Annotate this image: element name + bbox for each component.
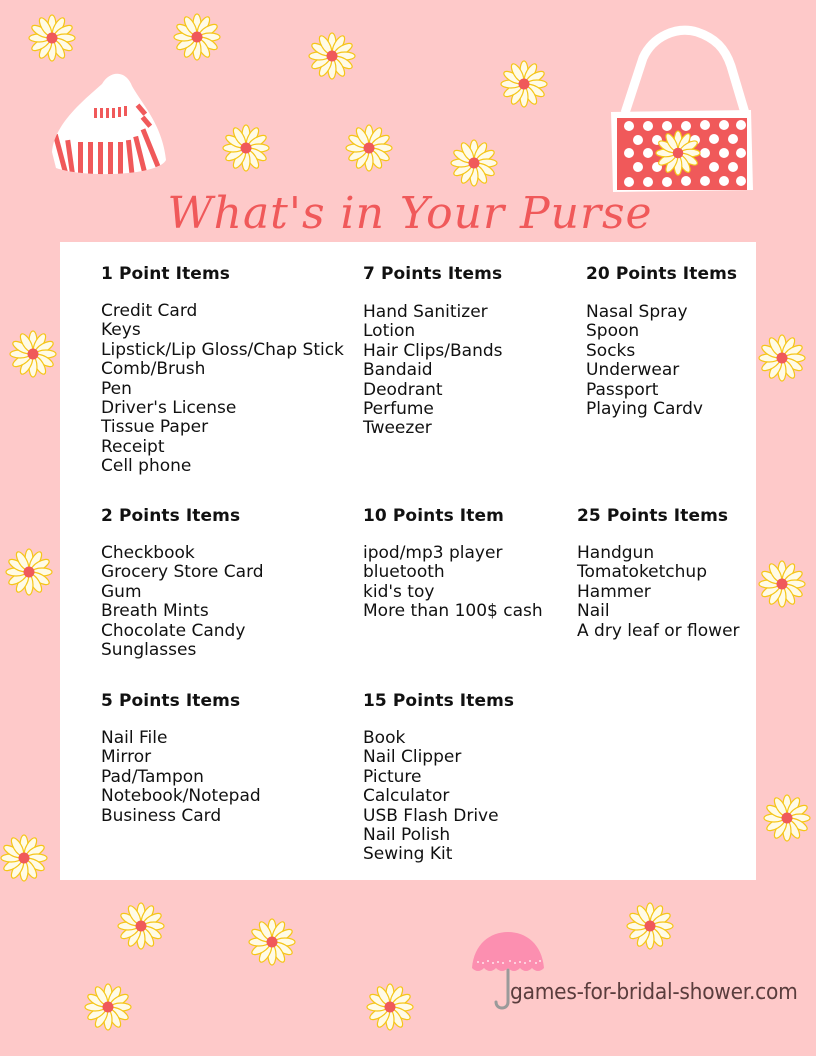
- item-list: [363, 729, 514, 865]
- section-heading: 10 Points Item: [363, 506, 504, 526]
- item-list: [101, 544, 264, 660]
- list-item: Perfume: [363, 399, 434, 420]
- list-item: Mirror: [101, 747, 152, 768]
- list-item: Receipt: [101, 436, 165, 457]
- section-heading: 25 Points Items: [577, 506, 729, 526]
- daisy-flower-icon: [28, 14, 76, 62]
- list-item: Socks: [586, 340, 636, 361]
- daisy-flower-icon: [84, 983, 132, 1031]
- list-item: Pad/Tampon: [101, 766, 204, 787]
- list-item: Deodrant: [363, 379, 443, 400]
- daisy-flower-icon: [173, 13, 221, 61]
- daisy-flower-icon: [9, 330, 57, 378]
- list-item: Lipstick/Lip Gloss/Chap Stick: [101, 339, 344, 360]
- list-item: Tweezer: [363, 418, 432, 439]
- daisy-flower-icon: [308, 32, 356, 80]
- list-item: Grocery Store Card: [101, 562, 264, 583]
- list-item: Credit Card: [101, 301, 198, 321]
- items-card: [60, 242, 756, 880]
- list-item: ipod/mp3 player: [363, 543, 503, 563]
- section-heading: 7 Points Items: [363, 264, 503, 284]
- list-item: A dry leaf or flower: [577, 620, 740, 641]
- daisy-flower-icon: [758, 334, 806, 382]
- list-item: Sunglasses: [101, 640, 197, 661]
- list-item: USB Flash Drive: [363, 805, 499, 826]
- list-item: Handgun: [577, 543, 655, 563]
- daisy-flower-icon: [345, 124, 393, 172]
- item-list: [363, 544, 543, 622]
- list-item: Comb/Brush: [101, 359, 206, 380]
- list-item: Breath Mints: [101, 601, 209, 622]
- section-heading: 20 Points Items: [586, 264, 738, 284]
- site-logo: [470, 930, 800, 1020]
- section-heading: 2 Points Items: [101, 506, 241, 526]
- section-heading: 1 Point Items: [101, 264, 230, 284]
- section-heading: 15 Points Items: [363, 691, 515, 711]
- list-item: Checkbook: [101, 543, 195, 563]
- section-1-point: [101, 264, 344, 477]
- list-item: Driver's License: [101, 398, 237, 419]
- list-item: Nail: [577, 601, 610, 622]
- list-item: Calculator: [363, 786, 450, 807]
- list-item: Book: [363, 728, 406, 748]
- striped-handbag-icon: [44, 64, 172, 180]
- list-item: Cell phone: [101, 456, 192, 477]
- list-item: Tissue Paper: [101, 417, 209, 438]
- list-item: Nasal Spray: [586, 302, 688, 322]
- polka-dot-handbag-icon: [605, 18, 755, 193]
- item-list: [101, 729, 261, 826]
- item-list: [101, 302, 344, 477]
- daisy-flower-icon: [500, 60, 548, 108]
- list-item: Picture: [363, 766, 422, 787]
- list-item: kid's toy: [363, 581, 435, 602]
- daisy-flower-icon: [117, 902, 165, 950]
- section-2-points: [101, 506, 264, 660]
- list-item: Hair Clips/Bands: [363, 340, 503, 361]
- section-25-points: [577, 506, 740, 641]
- list-item: Business Card: [101, 805, 222, 826]
- section-7-points: [363, 264, 503, 439]
- section-heading: 5 Points Items: [101, 691, 241, 711]
- section-10-points: [363, 506, 543, 622]
- item-list: [586, 303, 737, 419]
- list-item: More than 100$ cash: [363, 601, 543, 622]
- daisy-flower-icon: [450, 139, 498, 187]
- list-item: Keys: [101, 320, 141, 341]
- list-item: Chocolate Candy: [101, 620, 246, 641]
- list-item: Hand Sanitizer: [363, 302, 488, 322]
- daisy-flower-icon: [222, 124, 270, 172]
- list-item: Passport: [586, 379, 659, 400]
- section-15-points: [363, 691, 514, 865]
- list-item: Nail Polish: [363, 825, 451, 846]
- list-item: Lotion: [363, 321, 416, 342]
- item-list: [363, 303, 503, 439]
- list-item: Sewing Kit: [363, 844, 453, 865]
- daisy-flower-icon: [366, 983, 414, 1031]
- list-item: Notebook/Notepad: [101, 786, 261, 807]
- list-item: bluetooth: [363, 562, 445, 583]
- list-item: Pen: [101, 378, 132, 399]
- daisy-flower-icon: [5, 548, 53, 596]
- list-item: Underwear: [586, 360, 680, 381]
- daisy-flower-icon: [0, 834, 48, 882]
- list-item: Gum: [101, 581, 142, 602]
- list-item: Nail Clipper: [363, 747, 462, 768]
- list-item: Hammer: [577, 581, 651, 602]
- item-list: [577, 544, 740, 641]
- list-item: Playing Cardv: [586, 399, 703, 420]
- list-item: Tomatoketchup: [577, 562, 707, 583]
- daisy-flower-icon: [758, 560, 806, 608]
- list-item: Spoon: [586, 321, 640, 342]
- list-item: Nail File: [101, 728, 168, 748]
- daisy-flower-icon: [248, 918, 296, 966]
- section-5-points: [101, 691, 261, 826]
- list-item: Bandaid: [363, 360, 433, 381]
- section-20-points: [586, 264, 737, 419]
- page-title: What's in Your Purse: [167, 188, 653, 239]
- site-url: games-for-bridal-shower.com: [510, 980, 798, 1005]
- daisy-flower-icon: [763, 794, 811, 842]
